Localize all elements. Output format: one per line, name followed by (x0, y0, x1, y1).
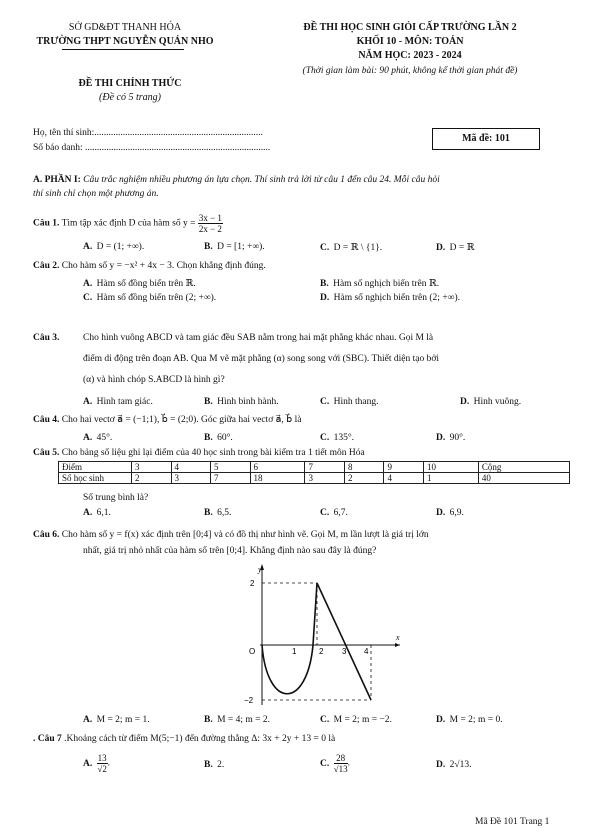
table-cell: Số học sinh (59, 473, 132, 484)
q1-option-c-text: D = ℝ \ {1}. (333, 243, 383, 253)
header-underline (62, 49, 184, 50)
school-year: NĂM HỌC: 2023 - 2024 (358, 50, 462, 61)
q3-option-c-text: Hình thang. (333, 397, 379, 407)
q7-option-d[interactable]: D. 2√13. (436, 760, 472, 770)
question-4 (33, 414, 301, 425)
table-cell: 18 (250, 473, 305, 484)
q4-option-c-text: 135°. (333, 433, 355, 443)
part1-intro (33, 175, 563, 185)
q1-option-d-text: D = ℝ (449, 243, 475, 253)
q4-label: Câu 4. (33, 415, 60, 425)
table-cell: 3 (305, 473, 345, 484)
q6-line1: Cho hàm số y = f(x) xác định trên [0;4] và có đồ thị như hình vẽ. Gọi M, m lần lượt là giá trị lớn (59, 530, 429, 540)
x-tick-4: 4 (364, 647, 369, 656)
time-limit: (Thời gian làm bài: 90 phút, không kể thời gian phát đề) (302, 66, 518, 76)
q5-option-d[interactable]: D. 6,9. (436, 508, 464, 518)
q1-label: Câu 1. (33, 218, 60, 229)
part1-heading: A. PHẦN I: (33, 175, 81, 185)
exam-title: ĐỀ THI HỌC SINH GIỎI CẤP TRƯỜNG LẦN 2 (303, 22, 517, 33)
q7-a-denominator: √2 (97, 764, 107, 774)
table-cell: 4 (384, 473, 424, 484)
q1-numerator: 3x − 1 (198, 213, 222, 223)
function-graph (225, 560, 405, 710)
q6-option-a-text: M = 2; m = 1. (96, 715, 150, 725)
q5-option-a[interactable]: A. 6,1. (83, 508, 111, 518)
q1-fraction (198, 213, 223, 234)
q6-option-c[interactable]: C. M = 2; m = −2. (320, 715, 392, 725)
q6-label: Câu 6. (33, 530, 60, 540)
q7-option-b[interactable]: B. 2. (204, 760, 225, 770)
table-cell: Cộng (478, 462, 569, 473)
q1-option-d[interactable]: D. D = ℝ (436, 243, 475, 253)
table-cell: 6 (250, 462, 305, 473)
q4-option-b-text: 60°. (217, 433, 233, 443)
x-axis-arrow-icon (395, 643, 400, 647)
q2-option-c[interactable]: C. Hàm số đồng biến trên (2; +∞). (83, 293, 217, 303)
q4-option-a[interactable]: A. 45°. (83, 433, 113, 443)
q3-option-d-text: Hình vuông. (473, 397, 522, 407)
score-row (59, 462, 570, 473)
table-cell: 9 (384, 462, 424, 473)
table-cell: 3 (132, 462, 172, 473)
grade-subject: KHỐI 10 - MÔN: TOÁN (356, 36, 464, 47)
q2-label: Câu 2. (33, 261, 60, 271)
q7-option-c-fraction (334, 753, 348, 774)
q5-option-c-text: 6,7. (333, 508, 348, 518)
q3-option-c[interactable]: C. Hình thang. (320, 397, 379, 407)
q5-option-b[interactable]: B. 6,5. (204, 508, 232, 518)
table-cell: 8 (344, 462, 384, 473)
table-cell: 1 (423, 473, 478, 484)
q7-option-c[interactable]: C. $\frac{28}{√13}$ . (320, 753, 350, 774)
q4-option-c[interactable]: C. 135°. (320, 433, 355, 443)
origin-label: O (249, 647, 256, 656)
q1-option-a-text: D = (1; +∞). (96, 242, 145, 252)
x-tick-1: 1 (292, 647, 297, 656)
y-tick-neg2: −2 (244, 696, 254, 705)
q3-option-b-text: Hình bình hành. (217, 397, 279, 407)
y-tick-2: 2 (250, 579, 255, 588)
q5-option-a-text: 6,1. (96, 508, 111, 518)
table-cell: 2 (132, 473, 172, 484)
q2-option-b[interactable]: B. Hàm số nghịch biến trên ℝ. (320, 279, 440, 289)
q1-denominator: 2x − 2 (198, 224, 222, 234)
student-name-field: Họ, tên thí sinh:....................................................................... (33, 128, 263, 138)
q5-option-c[interactable]: C. 6,7. (320, 508, 348, 518)
q7-label: . Câu 7 (33, 734, 62, 744)
question-5 (33, 448, 365, 458)
q3-option-a[interactable]: A. Hình tam giác. (83, 397, 153, 407)
q2-text: Cho hàm số y = −x² + 4x − 3. Chọn khẳng định đúng. (59, 261, 266, 271)
dept-name: SỞ GD&ĐT THANH HÓA (68, 22, 182, 33)
q6-option-b[interactable]: B. M = 4; m = 2. (204, 715, 271, 725)
table-cell: 10 (423, 462, 478, 473)
q7-a-numerator: 13 (97, 753, 107, 763)
student-id-field: Số báo danh: .............................................................................. (33, 143, 271, 153)
q6-option-d[interactable]: D. M = 2; m = 0. (436, 715, 503, 725)
q3-option-d[interactable]: D. Hình vuông. (460, 397, 522, 407)
y-axis-label: y (258, 565, 262, 574)
table-cell: 7 (211, 473, 251, 484)
q7-option-a[interactable]: A. $\frac{13}{√2}$ . (83, 753, 110, 774)
x-tick-2: 2 (319, 647, 324, 656)
q5-question: Số trung bình là? (83, 493, 149, 503)
q6-option-c-text: M = 2; m = −2. (333, 715, 392, 725)
table-cell: 4 (171, 462, 211, 473)
function-curve (262, 583, 371, 700)
q2-option-c-text: Hàm số đồng biến trên (2; +∞). (96, 293, 217, 303)
part1-text-line2: thí sinh chỉ chọn một phương án. (33, 189, 159, 199)
q1-option-b[interactable]: B. D = [1; +∞). (204, 242, 265, 252)
score-table (58, 461, 570, 484)
table-cell: 2 (344, 473, 384, 484)
q5-option-d-text: 6,9. (449, 508, 464, 518)
q5-text: Cho bảng số liệu ghi lại điểm của 40 học sinh trong bài kiểm tra 1 tiết môn Hóa (59, 448, 365, 458)
q6-line2: nhất, giá trị nhỏ nhất của hàm số trên [0;4]. Khẳng định nào sau đây là đúng? (83, 546, 377, 556)
q6-option-d-text: M = 2; m = 0. (449, 715, 503, 725)
q7-option-d-text: 2√13. (449, 760, 472, 770)
question-6 (33, 530, 429, 540)
school-name: TRƯỜNG THPT NGUYỄN QUÁN NHO (36, 36, 214, 47)
q7-c-numerator: 28 (334, 753, 348, 764)
table-cell: 5 (211, 462, 251, 473)
table-cell: 7 (305, 462, 345, 473)
q6-option-b-text: M = 4; m = 2. (217, 715, 271, 725)
q3-line2: điểm di động trên đoạn AB. Qua M vẽ mặt phẳng (α) song song với (SBC). Thiết diện tạo bởi (83, 354, 440, 364)
q3-option-a-text: Hình tam giác. (96, 397, 153, 407)
q2-option-a-text: Hàm số đồng biến trên ℝ. (96, 279, 196, 289)
table-cell: 3 (171, 473, 211, 484)
q1-option-b-text: D = [1; +∞). (217, 242, 265, 252)
official-exam-label: ĐỀ THI CHÍNH THỨC (78, 78, 182, 89)
x-tick-3: 3 (342, 647, 347, 656)
table-cell: 40 (478, 473, 569, 484)
q2-option-b-text: Hàm số nghịch biến trên ℝ. (333, 279, 440, 289)
count-row (59, 473, 570, 484)
q7-text: .Khoảng cách từ điểm M(5;−1) đến đường thẳng Δ: 3x + 2y + 13 = 0 là (61, 734, 336, 744)
x-axis-label: x (396, 633, 400, 642)
page-footer: Mã Đề 101 Trang 1 (475, 817, 550, 827)
q6-option-a[interactable]: A. M = 2; m = 1. (83, 715, 150, 725)
q1-text: Tìm tập xác định D của hàm số y = (59, 218, 196, 229)
q5-label: Câu 5. (33, 448, 60, 458)
question-2 (33, 261, 266, 271)
q3-line3: (α) và hình chóp S.ABCD là hình gì? (83, 375, 225, 385)
q3-line1: Cho hình vuông ABCD và tam giác đều SAB nằm trong hai mặt phẳng khác nhau. Gọi M là (83, 333, 434, 343)
q3-label: Câu 3. (33, 333, 60, 343)
q7-option-b-text: 2. (217, 760, 225, 770)
q4-text: Cho hai vectơ a⃗ = (−1;1), b⃗ = (2;0). Góc giữa hai vectơ a⃗, b⃗ là (59, 415, 302, 425)
q4-option-b[interactable]: B. 60°. (204, 433, 233, 443)
q1-option-c[interactable]: C. D = ℝ \ {1}. (320, 243, 383, 253)
q4-option-d-text: 90°. (449, 433, 466, 443)
q7-option-a-fraction (97, 753, 108, 774)
table-cell: Điểm (59, 462, 132, 473)
q4-option-a-text: 45°. (96, 433, 113, 443)
q4-option-d[interactable]: D. 90°. (436, 433, 466, 443)
q5-option-b-text: 6,5. (217, 508, 232, 518)
q2-option-a[interactable]: A. Hàm số đồng biến trên ℝ. (83, 279, 196, 289)
question-7 (33, 734, 335, 744)
question-1 (33, 213, 223, 234)
q7-c-denominator: √13 (333, 764, 348, 774)
q3-option-b[interactable]: B. Hình bình hành. (204, 397, 279, 407)
exam-code-box: Mã đề: 101 (432, 128, 540, 150)
q2-option-d[interactable]: D. Hàm số nghịch biến trên (2; +∞). (320, 293, 460, 303)
part1-text: Câu trắc nghiệm nhiều phương án lựa chọn. Thí sinh trả lời từ câu 1 đến câu 24. Mỗi câu hỏi (80, 175, 440, 185)
q2-option-d-text: Hàm số nghịch biến trên (2; +∞). (333, 293, 460, 303)
q1-option-a[interactable]: A. D = (1; +∞). (83, 242, 145, 252)
page-count: (Đề có 5 trang) (99, 92, 161, 103)
